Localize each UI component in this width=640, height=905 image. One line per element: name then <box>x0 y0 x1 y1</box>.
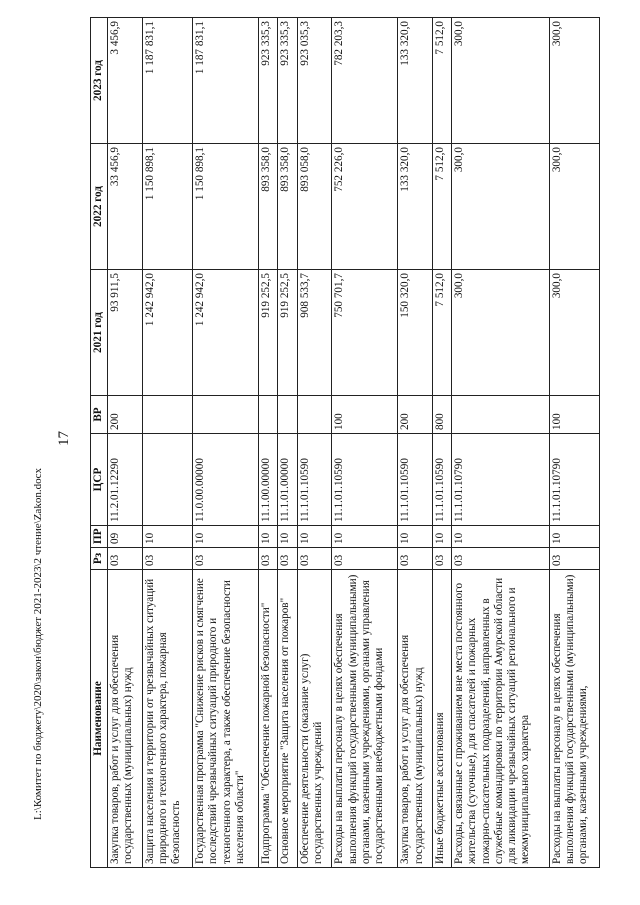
row-pr: 09 <box>108 526 143 548</box>
file-path-footer: L:\Комитет по бюджету\2020\закон\бюджет 2021-2023\2 чтение\Zakon.docx <box>32 468 44 820</box>
row-csr: 11.1.01.10590 <box>332 434 398 526</box>
row-2021: 300,0 <box>549 270 600 396</box>
row-vr <box>193 396 259 434</box>
row-vr: 100 <box>549 396 600 434</box>
row-2021: 919 252,5 <box>259 270 278 396</box>
row-rz: 03 <box>142 548 192 570</box>
row-pr: 10 <box>398 526 433 548</box>
row-2021: 1 242 942,0 <box>193 270 259 396</box>
row-2022: 133 320,0 <box>398 144 433 270</box>
row-2022: 893 358,0 <box>278 144 297 270</box>
row-csr: 11.1.01.00000 <box>278 434 297 526</box>
row-rz: 03 <box>398 548 433 570</box>
header-csr: ЦСР <box>91 434 108 526</box>
row-name: Обеспечение деятельности (оказание услуг) государственных учреждений <box>297 570 332 868</box>
row-pr: 10 <box>278 526 297 548</box>
row-rz: 03 <box>297 548 332 570</box>
table-row <box>398 18 433 868</box>
row-2021: 7 512,0 <box>433 270 452 396</box>
row-pr: 10 <box>193 526 259 548</box>
row-csr: 11.1.01.10590 <box>398 434 433 526</box>
row-2023: 300,0 <box>549 18 600 144</box>
row-vr <box>278 396 297 434</box>
row-2021: 919 252,5 <box>278 270 297 396</box>
row-pr: 10 <box>259 526 278 548</box>
row-pr: 10 <box>452 526 549 548</box>
header-2022: 2022 год <box>91 144 108 270</box>
row-2023: 1 187 831,1 <box>142 18 192 144</box>
row-2022: 300,0 <box>452 144 549 270</box>
row-name: Расходы на выплаты персоналу в целях обеспечения выполнения функций государственными (муниципальными) органами, казенными учреждениями, <box>549 570 600 868</box>
row-vr <box>142 396 192 434</box>
row-rz: 03 <box>193 548 259 570</box>
row-2022: 300,0 <box>549 144 600 270</box>
row-name: Защита населения и территории от чрезвычайных ситуаций природного и техногенного характера, пожарная безопасность <box>142 570 192 868</box>
row-name: Расходы на выплаты персоналу в целях обеспечения выполнения функций государственными (муниципальными) органами, казенными учреждениями, органами управления государственными внебюджетными фондами <box>332 570 398 868</box>
header-2023: 2023 год <box>91 18 108 144</box>
row-vr <box>259 396 278 434</box>
row-2022: 893 358,0 <box>259 144 278 270</box>
row-2022: 893 058,0 <box>297 144 332 270</box>
row-2022: 1 150 898,1 <box>142 144 192 270</box>
row-2022: 1 150 898,1 <box>193 144 259 270</box>
row-name: Государственная программа "Снижение рисков и смягчение последствий чрезвычайных ситуаций природного и техногенного характера, а также обеспечение безопасности населения области" <box>193 570 259 868</box>
table-row <box>549 18 600 868</box>
table-row <box>297 18 332 868</box>
row-vr <box>297 396 332 434</box>
row-rz: 03 <box>433 548 452 570</box>
table-row <box>433 18 452 868</box>
row-csr <box>142 434 192 526</box>
row-pr: 10 <box>332 526 398 548</box>
row-rz: 03 <box>549 548 600 570</box>
table-row <box>142 18 192 868</box>
row-2022: 752 226,0 <box>332 144 398 270</box>
row-2021: 150 320,0 <box>398 270 433 396</box>
row-rz: 03 <box>452 548 549 570</box>
row-csr: 11.1.01.10790 <box>549 434 600 526</box>
row-name: Иные бюджетные ассигнования <box>433 570 452 868</box>
row-name: Подпрограмма "Обеспечение пожарной безопасности" <box>259 570 278 868</box>
table-row <box>332 18 398 868</box>
row-2021: 750 701,7 <box>332 270 398 396</box>
row-2021: 93 911,5 <box>108 270 143 396</box>
row-2022: 33 456,9 <box>108 144 143 270</box>
row-vr <box>452 396 549 434</box>
row-csr: 11.1.01.10790 <box>452 434 549 526</box>
row-name: Закупка товаров, работ и услуг для обеспечения государственных (муниципальных) нужд <box>108 570 143 868</box>
row-csr: 11.2.01.12290 <box>108 434 143 526</box>
row-2023: 923 035,3 <box>297 18 332 144</box>
row-vr: 200 <box>108 396 143 434</box>
row-rz: 03 <box>332 548 398 570</box>
row-pr: 10 <box>142 526 192 548</box>
row-name: Основное мероприятие "Защита населения от пожаров" <box>278 570 297 868</box>
table-row <box>108 18 143 868</box>
row-rz: 03 <box>259 548 278 570</box>
header-vr: ВР <box>91 396 108 434</box>
header-2021: 2021 год <box>91 270 108 396</box>
row-2023: 300,0 <box>452 18 549 144</box>
row-2023: 923 335,3 <box>259 18 278 144</box>
row-rz: 03 <box>278 548 297 570</box>
row-pr: 10 <box>433 526 452 548</box>
row-2023: 782 203,3 <box>332 18 398 144</box>
row-vr: 200 <box>398 396 433 434</box>
row-rz: 03 <box>108 548 143 570</box>
row-csr: 11.1.00.00000 <box>259 434 278 526</box>
row-2023: 1 187 831,1 <box>193 18 259 144</box>
row-2021: 908 533,7 <box>297 270 332 396</box>
table-row <box>193 18 259 868</box>
header-rz: Рз <box>91 548 108 570</box>
row-name: Закупка товаров, работ и услуг для обеспечения государственных (муниципальных) нужд <box>398 570 433 868</box>
budget-table <box>90 17 600 868</box>
row-name: Расходы, связанные с проживанием вне места постоянного жительства (суточные), для спасателей и пожарных пожарно-спасательных подразделений, направленных в служебные командировки по территории Амурской области для ликвидации чрезвычайных ситуаций регионального и межмуниципального характера <box>452 570 549 868</box>
table-row <box>259 18 278 868</box>
row-vr: 800 <box>433 396 452 434</box>
budget-table-wrapper <box>90 18 600 868</box>
header-name: Наименование <box>91 570 108 868</box>
table-header-row <box>91 18 108 868</box>
row-csr: 11.1.01.10590 <box>433 434 452 526</box>
row-csr: 11.1.01.10590 <box>297 434 332 526</box>
row-2022: 7 512,0 <box>433 144 452 270</box>
row-2021: 1 242 942,0 <box>142 270 192 396</box>
row-2021: 300,0 <box>452 270 549 396</box>
table-row <box>278 18 297 868</box>
row-pr: 10 <box>549 526 600 548</box>
row-2023: 923 335,3 <box>278 18 297 144</box>
row-pr: 10 <box>297 526 332 548</box>
table-row <box>452 18 549 868</box>
row-csr: 11.0.00.00000 <box>193 434 259 526</box>
header-pr: ПР <box>91 526 108 548</box>
row-vr: 100 <box>332 396 398 434</box>
page-number: 17 <box>56 431 72 446</box>
row-2023: 3 456,9 <box>108 18 143 144</box>
row-2023: 7 512,0 <box>433 18 452 144</box>
row-2023: 133 320,0 <box>398 18 433 144</box>
